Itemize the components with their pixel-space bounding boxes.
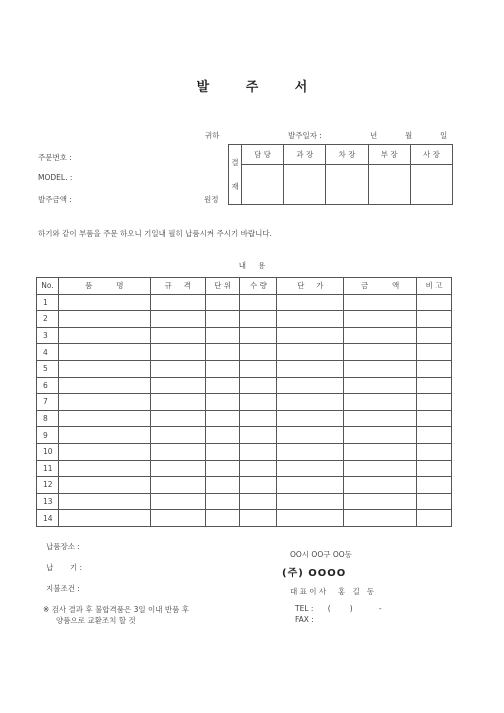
- amount-cell[interactable]: [344, 510, 417, 527]
- unit-cell[interactable]: [205, 493, 240, 510]
- row-number: 14: [37, 510, 59, 527]
- unit-cell[interactable]: [205, 311, 240, 328]
- unit-price-cell[interactable]: [277, 360, 344, 377]
- table-row: [37, 344, 452, 361]
- table-row: [37, 493, 452, 510]
- item-name-cell[interactable]: [58, 460, 150, 477]
- date-unit-month: 월: [405, 131, 413, 140]
- unit-price-cell[interactable]: [277, 327, 344, 344]
- spec-cell[interactable]: [150, 477, 205, 494]
- quantity-cell[interactable]: [240, 294, 277, 311]
- payment-terms-label: 지불조건 :: [46, 584, 80, 593]
- table-header-row: [37, 278, 452, 295]
- unit-cell[interactable]: [205, 344, 240, 361]
- quantity-cell[interactable]: [240, 344, 277, 361]
- unit-cell[interactable]: [205, 410, 240, 427]
- quantity-cell[interactable]: [240, 427, 277, 444]
- table-row: [37, 510, 452, 527]
- table-row: [37, 377, 452, 394]
- col-header-no: No.: [37, 278, 59, 295]
- amount-cell[interactable]: [344, 344, 417, 361]
- item-name-cell[interactable]: [58, 493, 150, 510]
- model-label: MODEL. :: [38, 173, 73, 182]
- unit-price-cell[interactable]: [277, 493, 344, 510]
- col-header-unit: 단 위: [205, 278, 240, 295]
- items-table: [36, 277, 452, 527]
- section-title: 내 용: [238, 261, 266, 270]
- approval-sign-president[interactable]: [410, 165, 452, 205]
- approval-table: [228, 144, 453, 205]
- delivery-date-label: 납 기 :: [46, 563, 83, 572]
- unit-price-cell[interactable]: [277, 427, 344, 444]
- notice-line-2: 양품으로 교환조치 할 것: [56, 616, 136, 625]
- approval-side-bottom: 재: [231, 181, 239, 191]
- spec-cell[interactable]: [150, 311, 205, 328]
- quantity-cell[interactable]: [240, 360, 277, 377]
- row-number: 5: [37, 360, 59, 377]
- amount-cell[interactable]: [344, 394, 417, 411]
- remarks-cell[interactable]: [417, 477, 452, 494]
- amount-cell[interactable]: [344, 477, 417, 494]
- col-header-spec: 규 격: [150, 278, 205, 295]
- table-row: [37, 460, 452, 477]
- remarks-cell[interactable]: [417, 311, 452, 328]
- request-text: 하기와 같이 부품을 주문 하오니 기일내 필히 납품시켜 주시기 바랍니다.: [38, 229, 272, 238]
- item-name-cell[interactable]: [58, 311, 150, 328]
- approval-side-top: 결: [231, 157, 239, 167]
- unit-price-cell[interactable]: [277, 344, 344, 361]
- unit-cell[interactable]: [205, 427, 240, 444]
- date-unit-day: 일: [440, 131, 448, 140]
- unit-cell[interactable]: [205, 360, 240, 377]
- unit-cell[interactable]: [205, 510, 240, 527]
- col-header-remarks: 비 고: [417, 278, 452, 295]
- approval-sign-deputy-manager[interactable]: [326, 165, 368, 205]
- row-number: 4: [37, 344, 59, 361]
- col-header-item-name: 품 명: [58, 278, 150, 295]
- item-name-cell[interactable]: [58, 394, 150, 411]
- quantity-cell[interactable]: [240, 460, 277, 477]
- item-name-cell[interactable]: [58, 410, 150, 427]
- quantity-cell[interactable]: [240, 410, 277, 427]
- spec-cell[interactable]: [150, 294, 205, 311]
- remarks-cell[interactable]: [417, 510, 452, 527]
- remarks-cell[interactable]: [417, 360, 452, 377]
- item-name-cell[interactable]: [58, 477, 150, 494]
- unit-cell[interactable]: [205, 460, 240, 477]
- row-number: 13: [37, 493, 59, 510]
- table-row: [37, 294, 452, 311]
- unit-price-cell[interactable]: [277, 443, 344, 460]
- quantity-cell[interactable]: [240, 327, 277, 344]
- item-name-cell[interactable]: [58, 443, 150, 460]
- approval-side-label: [229, 145, 242, 205]
- unit-cell[interactable]: [205, 443, 240, 460]
- quantity-cell[interactable]: [240, 477, 277, 494]
- remarks-cell[interactable]: [417, 460, 452, 477]
- remarks-cell[interactable]: [417, 327, 452, 344]
- table-row: [37, 394, 452, 411]
- quantity-cell[interactable]: [240, 394, 277, 411]
- unit-price-cell[interactable]: [277, 460, 344, 477]
- table-row: [37, 443, 452, 460]
- approval-role-section-chief: 과 장: [284, 145, 326, 165]
- unit-price-cell[interactable]: [277, 377, 344, 394]
- approval-sign-section-chief[interactable]: [284, 165, 326, 205]
- spec-cell[interactable]: [150, 327, 205, 344]
- approval-sign-staff[interactable]: [242, 165, 284, 205]
- remarks-cell[interactable]: [417, 443, 452, 460]
- table-row: [37, 477, 452, 494]
- row-number: 11: [37, 460, 59, 477]
- amount-cell[interactable]: [344, 360, 417, 377]
- spec-cell[interactable]: [150, 344, 205, 361]
- fax-field: FAX :: [295, 615, 314, 624]
- recipient-suffix: 귀하: [205, 131, 220, 140]
- item-name-cell[interactable]: [58, 294, 150, 311]
- amount-cell[interactable]: [344, 443, 417, 460]
- order-date-label: 발주일자 :: [288, 131, 322, 140]
- quantity-cell[interactable]: [240, 377, 277, 394]
- spec-cell[interactable]: [150, 510, 205, 527]
- quantity-cell[interactable]: [240, 311, 277, 328]
- item-name-cell[interactable]: [58, 510, 150, 527]
- item-name-cell[interactable]: [58, 344, 150, 361]
- approval-role-manager: 부 장: [368, 145, 410, 165]
- quantity-cell[interactable]: [240, 510, 277, 527]
- order-number-label: 주문번호 :: [38, 153, 72, 162]
- table-row: [37, 360, 452, 377]
- document-title: 발 주 서: [196, 80, 324, 95]
- col-header-quantity: 수 량: [240, 278, 277, 295]
- spec-cell[interactable]: [150, 427, 205, 444]
- tel-field: TEL : ( ) -: [295, 604, 382, 613]
- amount-cell[interactable]: [344, 311, 417, 328]
- item-name-cell[interactable]: [58, 377, 150, 394]
- company-name: (주) OOOO: [282, 568, 347, 579]
- spec-cell[interactable]: [150, 460, 205, 477]
- remarks-cell[interactable]: [417, 294, 452, 311]
- row-number: 9: [37, 427, 59, 444]
- unit-cell[interactable]: [205, 377, 240, 394]
- table-row: [37, 427, 452, 444]
- row-number: 8: [37, 410, 59, 427]
- row-number: 2: [37, 311, 59, 328]
- notice-line-1: ※ 검사 결과 후 불합격품은 3일 이내 반품 후: [43, 605, 190, 614]
- amount-cell[interactable]: [344, 327, 417, 344]
- remarks-cell[interactable]: [417, 410, 452, 427]
- unit-price-cell[interactable]: [277, 510, 344, 527]
- amount-unit: 원정: [204, 195, 219, 204]
- amount-cell[interactable]: [344, 294, 417, 311]
- table-row: [37, 327, 452, 344]
- unit-price-cell[interactable]: [277, 294, 344, 311]
- date-unit-year: 년: [370, 131, 378, 140]
- table-row: [37, 311, 452, 328]
- amount-cell[interactable]: [344, 410, 417, 427]
- approval-sign-manager[interactable]: [368, 165, 410, 205]
- remarks-cell[interactable]: [417, 377, 452, 394]
- unit-price-cell[interactable]: [277, 477, 344, 494]
- unit-cell[interactable]: [205, 294, 240, 311]
- unit-cell[interactable]: [205, 394, 240, 411]
- table-row: [37, 410, 452, 427]
- company-address: OO시 OO구 OO동: [290, 550, 352, 559]
- spec-cell[interactable]: [150, 394, 205, 411]
- spec-cell[interactable]: [150, 493, 205, 510]
- unit-price-cell[interactable]: [277, 410, 344, 427]
- row-number: 12: [37, 477, 59, 494]
- approval-role-president: 사 장: [410, 145, 452, 165]
- item-name-cell[interactable]: [58, 427, 150, 444]
- col-header-unit-price: 단 가: [277, 278, 344, 295]
- row-number: 1: [37, 294, 59, 311]
- spec-cell[interactable]: [150, 443, 205, 460]
- quantity-cell[interactable]: [240, 493, 277, 510]
- spec-cell[interactable]: [150, 377, 205, 394]
- approval-role-staff: 담 당: [242, 145, 284, 165]
- amount-cell[interactable]: [344, 427, 417, 444]
- spec-cell[interactable]: [150, 410, 205, 427]
- item-name-cell[interactable]: [58, 360, 150, 377]
- unit-price-cell[interactable]: [277, 394, 344, 411]
- amount-cell[interactable]: [344, 377, 417, 394]
- row-number: 3: [37, 327, 59, 344]
- item-name-cell[interactable]: [58, 327, 150, 344]
- remarks-cell[interactable]: [417, 427, 452, 444]
- approval-role-deputy-manager: 차 장: [326, 145, 368, 165]
- row-number: 10: [37, 443, 59, 460]
- order-amount-label: 발주금액 :: [38, 195, 72, 204]
- unit-cell[interactable]: [205, 327, 240, 344]
- remarks-cell[interactable]: [417, 394, 452, 411]
- row-number: 6: [37, 377, 59, 394]
- col-header-amount: 금 액: [344, 278, 417, 295]
- unit-price-cell[interactable]: [277, 311, 344, 328]
- row-number: 7: [37, 394, 59, 411]
- amount-cell[interactable]: [344, 493, 417, 510]
- spec-cell[interactable]: [150, 360, 205, 377]
- representative-name: 대 표 이 사 홍 길 동: [290, 587, 375, 596]
- amount-cell[interactable]: [344, 460, 417, 477]
- remarks-cell[interactable]: [417, 344, 452, 361]
- quantity-cell[interactable]: [240, 443, 277, 460]
- delivery-place-label: 납품장소 :: [46, 542, 80, 551]
- remarks-cell[interactable]: [417, 493, 452, 510]
- unit-cell[interactable]: [205, 477, 240, 494]
